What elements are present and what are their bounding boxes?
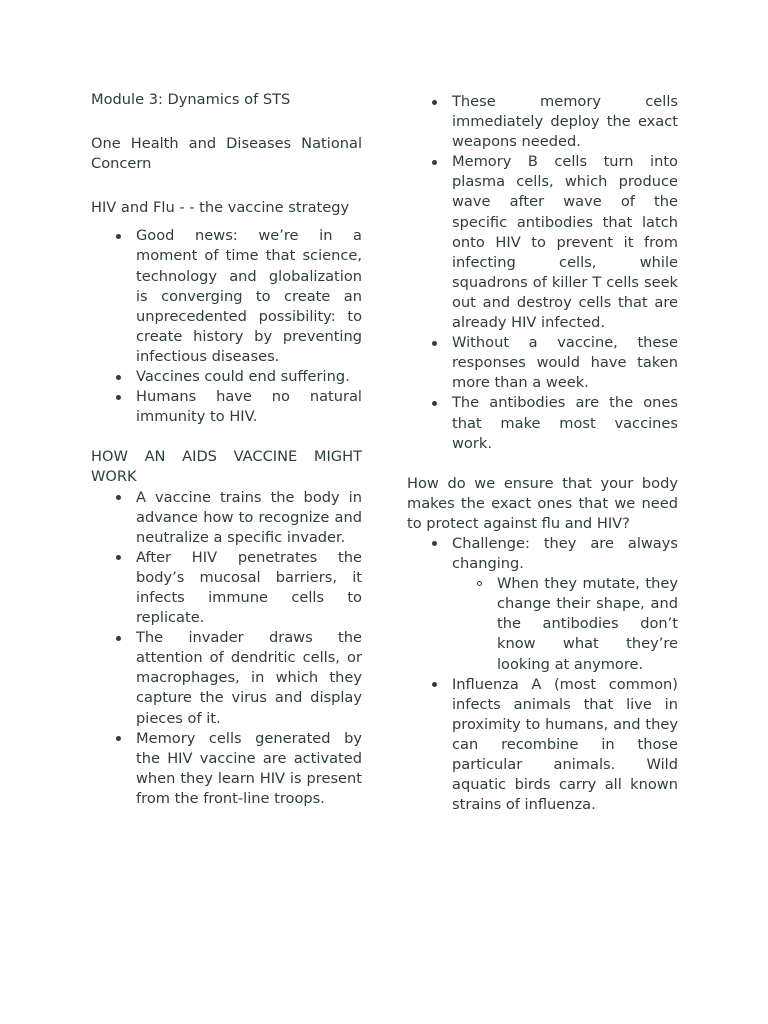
module-title: Module 3: Dynamics of STS [91, 91, 291, 108]
list-item [407, 534, 678, 675]
subsection-title: HIV and Flu - - the vaccine strategy [91, 199, 350, 217]
section-title: One Health and Diseases National Concern [91, 135, 362, 173]
left-column [91, 90, 362, 809]
list-item: Memory B cells turn into plasma cells, which produce wave after wave of the specific antibodies that latch onto HIV to prevent it from infecting cells, while squadrons of killer T cells seek out and destroy cells that are already HIV infected. [407, 152, 678, 333]
flu-hiv-question: How do we ensure that your body makes the exact ones that we need to protect against flu and HIV? [407, 474, 678, 532]
list-item: When they mutate, they change their shape, and the antibodies don’t know what they’re looking at anymore. [452, 574, 678, 674]
list-item: Without a vaccine, these responses would have taken more than a week. [407, 333, 678, 393]
flu-bullet-list [407, 534, 678, 815]
list-item: These memory cells immediately deploy the exact weapons needed. [407, 92, 678, 152]
list-item: Vaccines could end suffering. [91, 367, 362, 387]
aids-bullet-list [91, 488, 362, 810]
right-column [407, 92, 678, 815]
list-item: A vaccine trains the body in advance how to recognize and neutralize a specific invader. [91, 488, 362, 548]
aids-vaccine-heading: HOW AN AIDS VACCINE MIGHT WORK [91, 448, 362, 486]
list-item: Memory cells generated by the HIV vaccine are activated when they learn HIV is present from the front-line troops. [91, 729, 362, 809]
list-item: Influenza A (most common) infects animals that live in proximity to humans, and they can recombine in those particular animals. Wild aquatic birds carry all known strains of influenza. [407, 675, 678, 816]
challenge-sub-list [452, 574, 678, 674]
list-item: Humans have no natural immunity to HIV. [91, 387, 362, 427]
list-item: The antibodies are the ones that make most vaccines work. [407, 393, 678, 453]
intro-bullet-list [91, 226, 362, 427]
list-item: After HIV penetrates the body’s mucosal barriers, it infects immune cells to replicate. [91, 548, 362, 628]
memory-cells-bullet-list [407, 92, 678, 454]
list-item: The invader draws the attention of dendritic cells, or macrophages, in which they capture the virus and display pieces of it. [91, 628, 362, 728]
list-item: Good news: we’re in a moment of time that science, technology and globalization is converging to create an unprecedented possibility: to create history by preventing infectious diseases. [91, 226, 362, 367]
challenge-text: Challenge: they are always changing. [452, 534, 678, 573]
